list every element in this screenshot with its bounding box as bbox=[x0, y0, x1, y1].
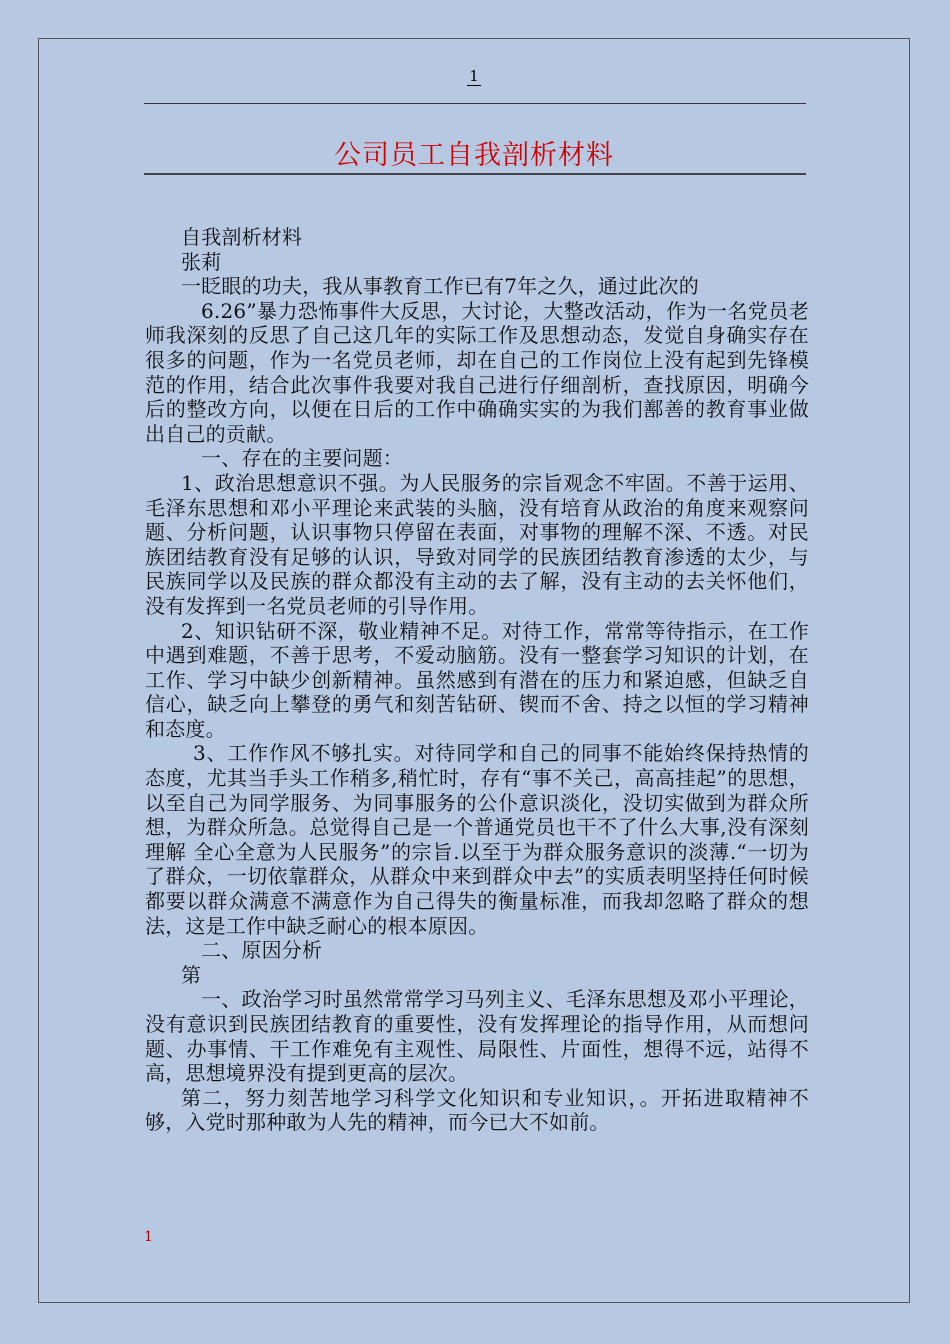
paragraph-problem-3: 3、工作作风不够扎实。对待同学和自己的同事不能始终保持热情的态度，尤其当手头工作稍多,稍忙时，存有“事不关己，高高挂起”的思想，以至自己为同学服务、为同事服务的公仆意识淡化，没切实做到为群众所想，为群众所急。总觉得自己是一个普通党员也干不了什么大事,没有深刻理解 全心全意为人民服务”的宗旨.以至于为群众服务意识的淡薄.“一切为了群众，一切依靠群众，从群众中来到群众中去”的实质表明坚持任何时候都要以群众满意不满意作为自己得失的衡量标准，而我却忽略了群众的想法，这是工作中缺乏耐心的根本原因。 bbox=[145, 741, 809, 938]
paragraph-cause-2: 第二，努力刻苦地学习科学文化知识和专业知识，。开拓进取精神不够，入党时那种敢为人先的精神，而今已大不如前。 bbox=[145, 1085, 809, 1135]
paragraph-ordinal: 第 bbox=[181, 962, 202, 987]
paragraph-cause-1: 一、政治学习时虽然常常学习马列主义、毛泽东思想及邓小平理论，没有意识到民族团结教育的重要性，没有发挥理论的指导作用，从而想问题、办事情、干工作难免有主观性、局限性、片面性，想得不远，站得不高，思想境界没有提到更高的层次。 bbox=[145, 987, 809, 1086]
paragraph-intro: 6.26”暴力恐怖事件大反思，大讨论，大整改活动，作为一名党员老师我深刻的反思了自己这几年的实际工作及思想动态，发觉自身确实存在很多的问题，作为一名党员老师，却在自己的工作岗位上没有起到先锋模范的作用，结合此次事件我要对我自己进行仔细剖析，查找原因，明确今后的整改方向，以便在日后的工作中确确实实的为我们鄯善的教育事业做出自己的贡献。 bbox=[145, 298, 809, 446]
header-page-number: 1 bbox=[469, 67, 479, 85]
paragraph-problem-1: 1、政治思想意识不强。为人民服务的宗旨观念不牢固。不善于运用、毛泽东思想和邓小平理论来武装的头脑，没有培育从政治的角度来观察问题、分析问题，认识事物只停留在表面，对事物的理解不深、不透。对民族团结教育没有足够的认识，导致对同学的民族团结教育渗透的太少，与民族同学以及民族的群众都没有主动的去了解，没有主动的去关怀他们，没有发挥到一名党员老师的引导作用。 bbox=[145, 470, 809, 618]
document-body bbox=[145, 225, 809, 1135]
document-page bbox=[38, 38, 910, 1303]
section-heading-problems: 一、存在的主要问题： bbox=[201, 446, 403, 471]
section-heading-causes: 二、原因分析 bbox=[201, 938, 323, 963]
footer-page-number: 1 bbox=[144, 1229, 153, 1245]
paragraph-problem-2: 2、知识钻研不深，敬业精神不足。对待工作，常常等待指示，在工作中遇到难题，不善于思考，不爱动脑筋。没有一整套学习知识的计划，在工作、学习中缺少创新精神。虽然感到有潜在的压力和紧迫感，但缺乏自信心，缺乏向上攀登的勇气和刻苦钻研、锲而不舍、持之以恒的学习精神和态度。 bbox=[145, 618, 809, 741]
title-rule bbox=[144, 173, 806, 175]
document-title: 公司员工自我剖析材料 bbox=[334, 140, 614, 171]
paragraph-intro-line: 一眨眼的功夫，我从事教育工作已有7年之久，通过此次的 bbox=[181, 274, 699, 299]
header-rule bbox=[144, 103, 806, 104]
paragraph-author: 张莉 bbox=[181, 249, 222, 274]
paragraph-heading: 自我剖析材料 bbox=[181, 225, 303, 249]
